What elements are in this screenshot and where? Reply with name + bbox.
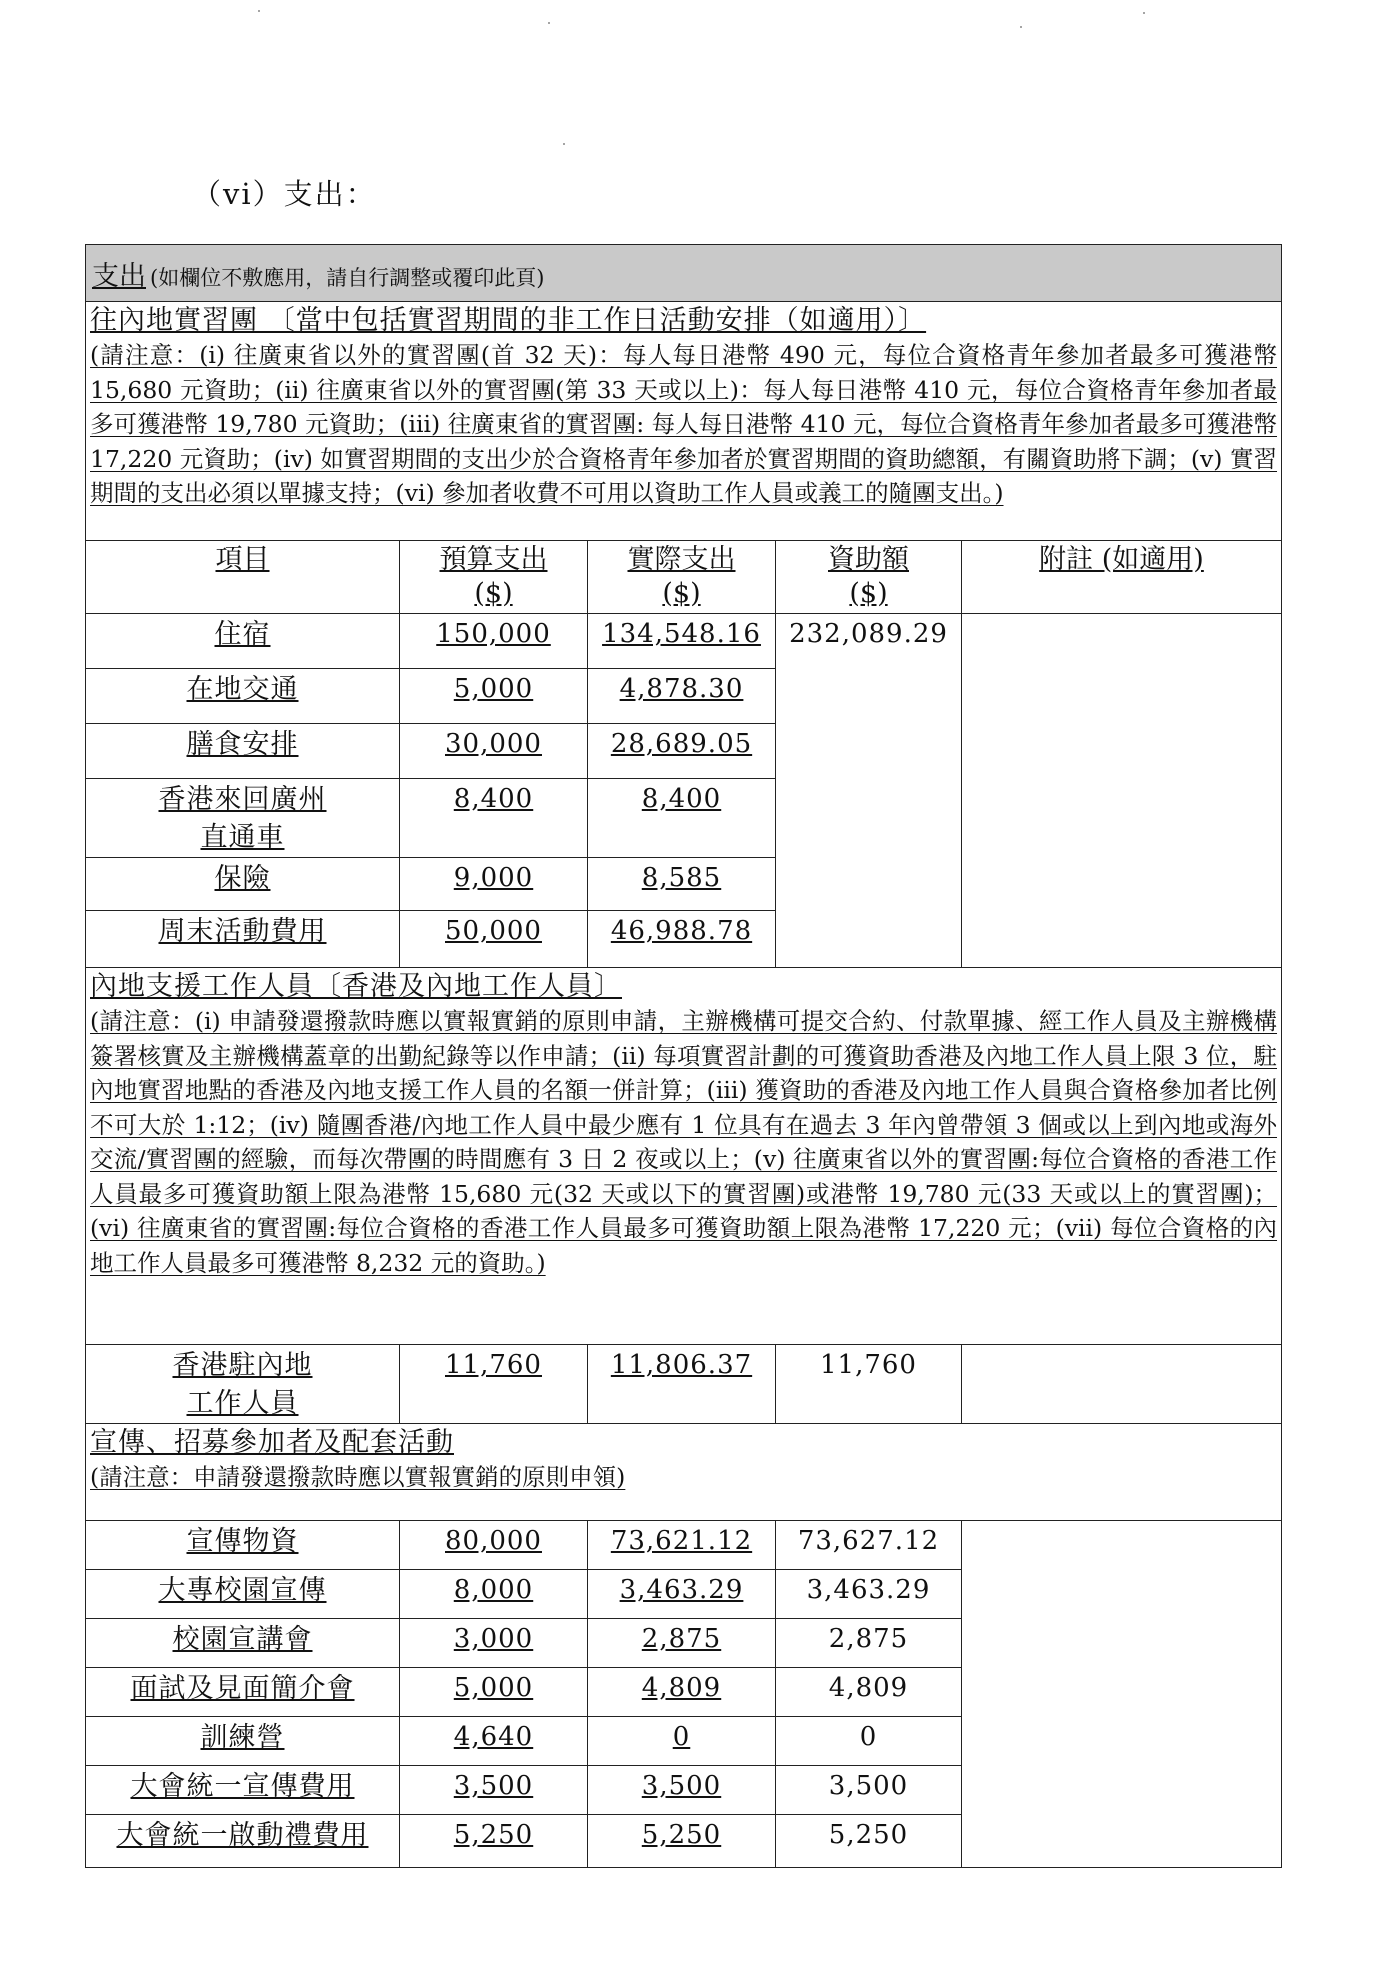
- expenditure-table: [85, 244, 1282, 1868]
- row-budget: 9,000: [400, 858, 588, 911]
- section-row: [86, 968, 1282, 1345]
- row-item: 住宿: [86, 614, 400, 669]
- row-budget: 4,640: [400, 1717, 588, 1766]
- row-item: 保險: [86, 858, 400, 911]
- row-budget: 5,250: [400, 1815, 588, 1868]
- section-row: [86, 302, 1282, 541]
- row-item: 宣傳物資: [86, 1521, 400, 1570]
- section-internship: [86, 302, 1282, 541]
- table-row: [86, 1345, 1282, 1424]
- row-actual: 4,878.30: [588, 669, 776, 724]
- row-item: 訓練營: [86, 1717, 400, 1766]
- row-actual: 3,463.29: [588, 1570, 776, 1619]
- table-row: [86, 614, 1282, 669]
- row-budget: 50,000: [400, 911, 588, 968]
- row-remarks: [962, 1521, 1282, 1868]
- row-subsidy: 3,500: [776, 1766, 962, 1815]
- row-item: 膳食安排: [86, 724, 400, 779]
- row-actual: 0: [588, 1717, 776, 1766]
- row-budget: 8,400: [400, 779, 588, 858]
- section-title: 往內地實習團 〔當中包括實習期間的非工作日活動安排（如適用）〕: [90, 305, 927, 336]
- section-support-staff: [86, 968, 1282, 1345]
- section-note: (請注意：申請發還撥款時應以實報實銷的原則申領): [90, 1463, 626, 1491]
- row-actual: 5,250: [588, 1815, 776, 1868]
- scan-speck: [563, 143, 565, 145]
- col-header-subsidy: 資助額 ($): [776, 541, 962, 614]
- scan-speck: [548, 22, 550, 24]
- row-subsidy: 3,463.29: [776, 1570, 962, 1619]
- scan-speck: [258, 10, 260, 12]
- row-item: 周末活動費用: [86, 911, 400, 968]
- row-actual: 8,400: [588, 779, 776, 858]
- row-actual: 2,875: [588, 1619, 776, 1668]
- row-subsidy: 232,089.29: [776, 614, 962, 968]
- row-item: 香港來回廣州 直通車: [86, 779, 400, 858]
- col-header-actual: 實際支出 ($): [588, 541, 776, 614]
- section-note: (請注意：(i) 申請發還撥款時應以實報實銷的原則申請，主辦機構可提交合約、付款單據、經工作人員及主辦機構簽署核實及主辦機構蓋章的出勤紀錄等以作申請；(ii) 每項實習計劃的可獲資助香港及內地工作人員上限 3 位，駐內地實習地點的香港及內地支援工作人員的名額一併計算；(iii) 獲資助的香港及內地工作人員與合資格參加者比例不可大於 1:12；(iv) 隨團香港/內地工作人員中最少應有 1 位具有在過去 3 年內曾帶領 3 個或以上到內地或海外交流/實習團的經驗，而每次帶團的時間應有 3 日 2 夜或以上；(v) 往廣東省以外的實習團:每位合資格的香港工作人員最多可獲資助額上限為港幣 15,680 元(32 天或以下的實習團)或港幣 19,780 元(33 天或以上的實習團)；(vi) 往廣東省的實習團:每位合資格的香港工作人員最多可獲資助額上限為港幣 17,220 元；(vii) 每位合資格的內地工作人員最多可獲港幣 8,232 元的資助。): [90, 1007, 1278, 1277]
- row-actual: 73,621.12: [588, 1521, 776, 1570]
- row-budget: 80,000: [400, 1521, 588, 1570]
- row-subsidy: 0: [776, 1717, 962, 1766]
- section-note: (請注意：(i) 往廣東省以外的實習團(首 32 天)：每人每日港幣 490 元，每位合資格青年參加者最多可獲港幣 15,680 元資助；(ii) 往廣東省以外的實習團(第 33 天或以上)：每人每日港幣 410 元，每位合資格青年參加者最多可獲港幣 19,780 元資助；(iii) 往廣東省的實習團: 每人每日港幣 410 元，每位合資格青年參加者最多可獲港幣 17,220 元資助；(iv) 如實習期間的支出少於合資格青年參加者於實習期間的資助總額，有關資助將下調；(v) 實習期間的支出必須以單據支持；(vi) 參加者收費不可用以資助工作人員或義工的隨團支出。): [90, 341, 1278, 507]
- column-header-row: [86, 541, 1282, 614]
- row-budget: 11,760: [400, 1345, 588, 1424]
- section-title: 宣傳、招募參加者及配套活動: [90, 1427, 454, 1458]
- section-title: 內地支援工作人員〔香港及內地工作人員〕: [90, 971, 622, 1002]
- row-item: 大會統一宣傳費用: [86, 1766, 400, 1815]
- row-actual: 11,806.37: [588, 1345, 776, 1424]
- row-subsidy: 4,809: [776, 1668, 962, 1717]
- row-actual: 4,809: [588, 1668, 776, 1717]
- table-row: [86, 1521, 1282, 1570]
- col-header-remarks: 附註 (如適用): [962, 541, 1282, 614]
- row-remarks: [962, 614, 1282, 968]
- scan-speck: [1020, 26, 1022, 28]
- row-actual: 3,500: [588, 1766, 776, 1815]
- row-budget: 3,000: [400, 1619, 588, 1668]
- scan-speck: [1143, 12, 1145, 14]
- page-heading: （vi）支出：: [192, 177, 377, 211]
- table-header-row: [86, 245, 1282, 302]
- header-title: 支出: [92, 260, 146, 292]
- row-actual: 46,988.78: [588, 911, 776, 968]
- row-subsidy: 73,627.12: [776, 1521, 962, 1570]
- row-subsidy: 2,875: [776, 1619, 962, 1668]
- row-remarks: [962, 1345, 1282, 1424]
- row-budget: 3,500: [400, 1766, 588, 1815]
- col-header-budget: 預算支出 ($): [400, 541, 588, 614]
- row-budget: 5,000: [400, 669, 588, 724]
- row-budget: 5,000: [400, 1668, 588, 1717]
- table-header: [86, 245, 1282, 302]
- row-item: 面試及見面簡介會: [86, 1668, 400, 1717]
- col-header-item: 項目: [86, 541, 400, 614]
- row-item: 校園宣講會: [86, 1619, 400, 1668]
- row-actual: 28,689.05: [588, 724, 776, 779]
- row-actual: 8,585: [588, 858, 776, 911]
- row-item: 在地交通: [86, 669, 400, 724]
- section-row: [86, 1424, 1282, 1521]
- row-item: 大會統一啟動禮費用: [86, 1815, 400, 1868]
- row-subsidy: 11,760: [776, 1345, 962, 1424]
- row-item: 香港駐內地 工作人員: [86, 1345, 400, 1424]
- section-promotion: [86, 1424, 1282, 1521]
- row-budget: 150,000: [400, 614, 588, 669]
- row-subsidy: 5,250: [776, 1815, 962, 1868]
- header-note: (如欄位不敷應用，請自行調整或覆印此頁): [150, 265, 545, 290]
- row-budget: 8,000: [400, 1570, 588, 1619]
- row-item: 大專校園宣傳: [86, 1570, 400, 1619]
- row-actual: 134,548.16: [588, 614, 776, 669]
- row-budget: 30,000: [400, 724, 588, 779]
